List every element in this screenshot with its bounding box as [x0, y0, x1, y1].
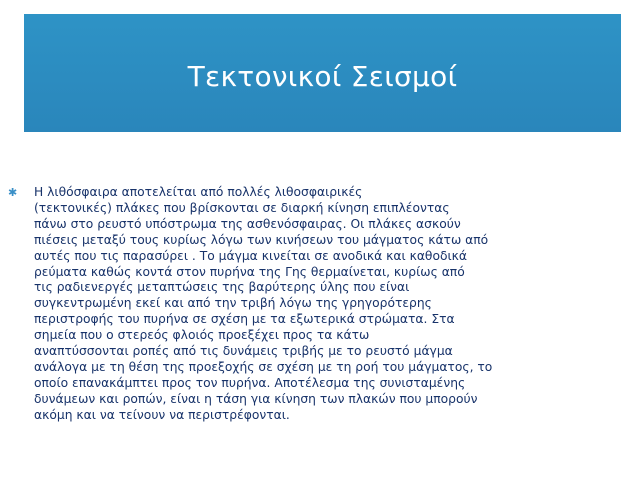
text-line: πάνω στο ρευστό υπόστρωμα της ασθενόσφαιρας. Οι πλάκες ασκούν: [34, 216, 461, 231]
text-line: δυνάμεων και ροπών, είναι η τάση για κίνηση των πλακών που μπορούν: [34, 391, 478, 406]
text-line: ανάλογα με τη θέση της προεξοχής σε σχέση με τη ροή του μάγματος, το: [34, 359, 493, 374]
text-line: (τεκτονικές) πλάκες που βρίσκονται σε διαρκή κίνηση επιπλέοντας: [34, 200, 450, 215]
text-line: περιστροφής του πυρήνα σε σχέση με τα εξωτερικά στρώματα. Στα: [34, 312, 455, 327]
text-line: συγκεντρωμένη εκεί και από την τριβή λόγω της γρηγορότερης: [34, 296, 432, 311]
text-line: αναπτύσσονται ροπές από τις δυνάμεις τριβής με το ρευστό μάγμα: [34, 344, 453, 359]
text-line: ρεύματα καθώς κοντά στον πυρήνα της Γης θερμαίνεται, κυρίως από: [34, 264, 465, 279]
text-line: πιέσεις μεταξύ τους κυρίως λόγω των κινήσεων του μάγματος κάτω από: [34, 232, 489, 247]
slide-title: Τεκτονικοί Σεισμοί: [187, 59, 458, 93]
text-line: ακόμη και να τείνουν να περιστρέφονται.: [34, 407, 290, 422]
bullet-item: [8, 185, 608, 424]
text-line: σημεία που ο στερεός φλοιός προεξέχει προς τα κάτω: [34, 328, 370, 343]
slide-content: [8, 185, 608, 424]
title-band: [24, 14, 621, 132]
text-line: οποίο επανακάμπτει προς τον πυρήνα. Αποτέλεσμα της συνισταμένης: [34, 375, 466, 390]
text-line: τις ραδιενεργές μεταπτώσεις της βαρύτερης ύλης που είναι: [34, 280, 410, 295]
text-line: Η λιθόσφαιρα αποτελείται από πολλές λιθοσφαιρικές: [34, 185, 363, 199]
bullet-text: [34, 185, 608, 424]
text-line: αυτές που τις παρασύρει . Το μάγμα κινείται σε ανοδικά και καθοδικά: [34, 248, 468, 263]
asterisk-bullet-icon: ✱: [8, 186, 18, 199]
